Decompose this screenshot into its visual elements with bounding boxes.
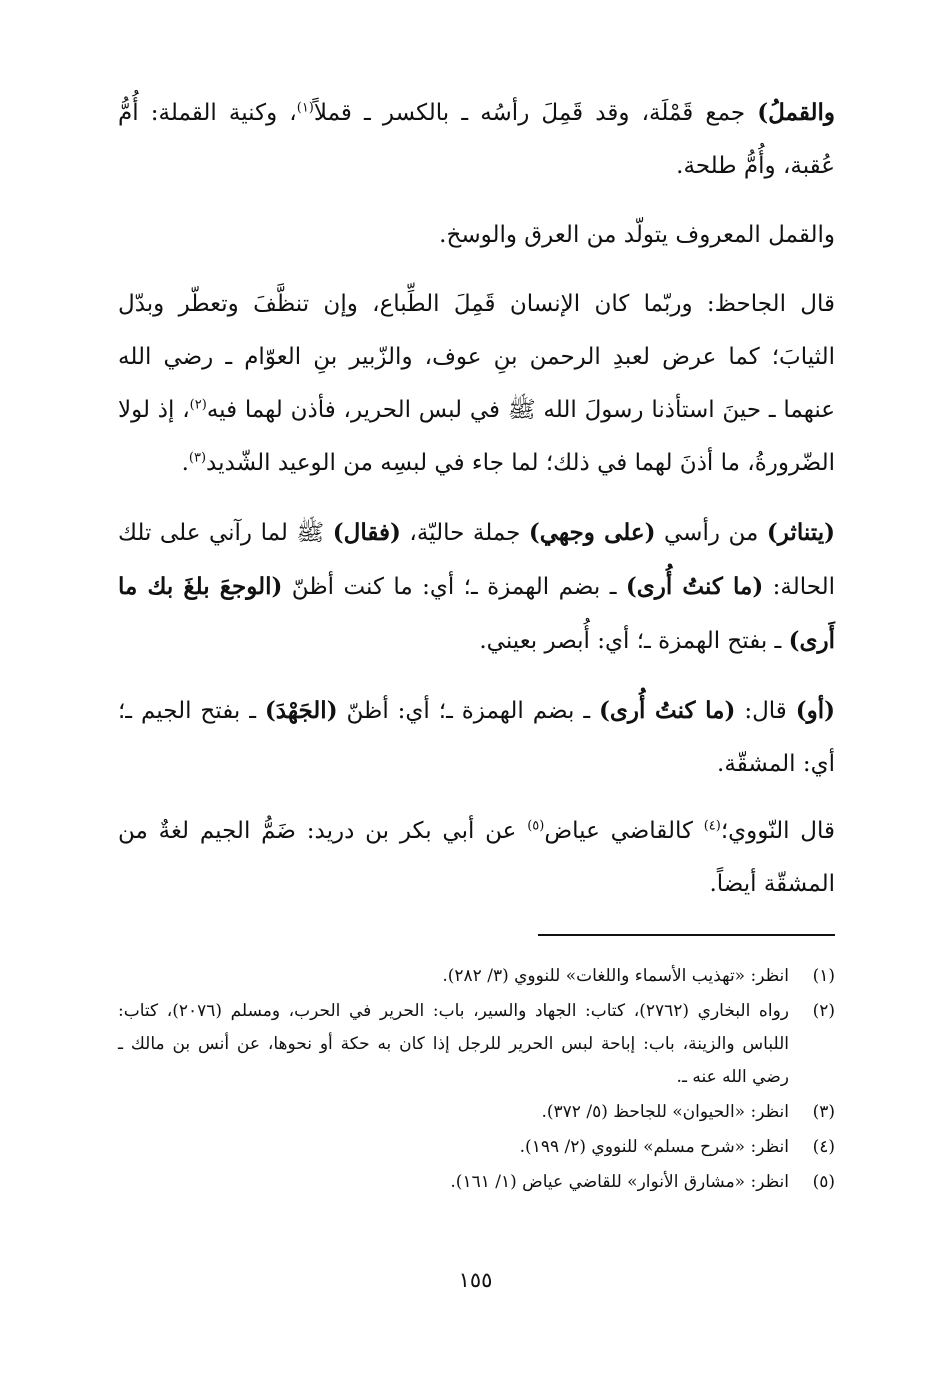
footnote-divider (538, 934, 835, 936)
footnote-number: (٥) (812, 1172, 835, 1192)
footnote-ref-5[interactable]: (٥) (527, 818, 545, 834)
footnote-ref-3[interactable]: (٣) (188, 450, 207, 466)
footnote-number: (٢) (812, 1001, 835, 1021)
footnote-number: (٤) (812, 1137, 835, 1157)
footnote-ref-1[interactable]: (١) (296, 100, 314, 116)
footnote-text: رواه البخاري (٢٧٦٢)، كتاب: الجهاد والسير، باب: الحرير في الحرب، ومسلم (٢٠٧٦)، كتاب: اللباس والزينة، باب: إباحة لبس الحرير للرجل إذا كان به حكة أو نحوها، عن أنس بن مالك ـ رضي الله عنه ـ. (118, 1001, 789, 1087)
footnote-1 (118, 960, 835, 993)
footnote-4 (118, 1131, 835, 1164)
main-text (118, 86, 835, 927)
paragraph-3: قال الجاحظ: وربّما كان الإنسان قَمِلَ الطِّباع، وإن تنظَّفَ وتعطّر وبدّل الثيابَ؛ كما عرض لعبدِ الرحمن بنِ عوف، والزّبير بنِ العوّام ـ رضي الله عنهما ـ حينَ استأذنا رسولَ الله ﷺ في لبس الحرير، فأذن لهما فيه$^{(٢)}$، إذ لولا الضّرورةُ، ما أذنَ لهما في ذلك؛ لما جاء في لبسِه من الوعيد الشّديد$^{(٣)}$. (118, 291, 835, 476)
footnote-number: (١) (812, 966, 835, 986)
footnote-text: انظر: «الحيوان» للجاحظ (٥/ ٣٧٢). (541, 1102, 789, 1122)
paragraph-4: (يتناثر) من رأسي (على وجهي) جملة حاليّة، (فقال) ﷺ لما رآني على تلك الحالة: (ما كنتُ أُرى) ـ بضم الهمزة ـ؛ أي: ما كنت أظنّ (الوجعَ بلغَ بك ما أَرى) ـ بفتح الهمزة ـ؛ أي: أُبصر بعيني. (118, 519, 836, 654)
footnote-text: انظر: «تهذيب الأسماء واللغات» للنووي (٣/ ٢٨٢). (442, 966, 789, 986)
footnote-text: انظر: «شرح مسلم» للنووي (٢/ ١٩٩). (519, 1137, 789, 1157)
paragraph-1: والقملُ) جمع قَمْلَة، وقد قَمِلَ رأسُه ـ بالكسر ـ قملاً$^{(١)}$، وكنية القملة: أُمُّ عُقبة، وأُمُّ طلحة. (118, 99, 835, 179)
footnote-ref-4[interactable]: (٤) (703, 818, 721, 834)
footnote-3 (118, 1096, 835, 1129)
paragraph-2: والقمل المعروف يتولّد من العرق والوسخ. (439, 222, 835, 248)
page-number: ١٥٥ (458, 1268, 493, 1292)
footnote-number: (٣) (812, 1102, 835, 1122)
footnote-2 (118, 995, 835, 1094)
footnote-text: انظر: «مشارق الأنوار» للقاضي عياض (١/ ١٦١). (450, 1172, 789, 1192)
paragraph-5: (أو) قال: (ما كنتُ أُرى) ـ بضم الهمزة ـ؛ أي: أظنّ (الجَهْدَ) ـ بفتح الجيم ـ؛ أي: المشقّة. (118, 697, 835, 777)
footnote-5 (118, 1166, 835, 1199)
footnotes (118, 960, 835, 1201)
bold-term: والقملُ) (757, 99, 835, 126)
paragraph-6: قال النّووي؛$^{(٤)}$ كالقاضي عياض$^{(٥)}$ عن أبي بكر بن دريد: ضَمُّ الجيم لغةٌ من المشقّة أيضاً. (118, 818, 835, 897)
footnote-ref-2[interactable]: (٢) (189, 397, 207, 413)
